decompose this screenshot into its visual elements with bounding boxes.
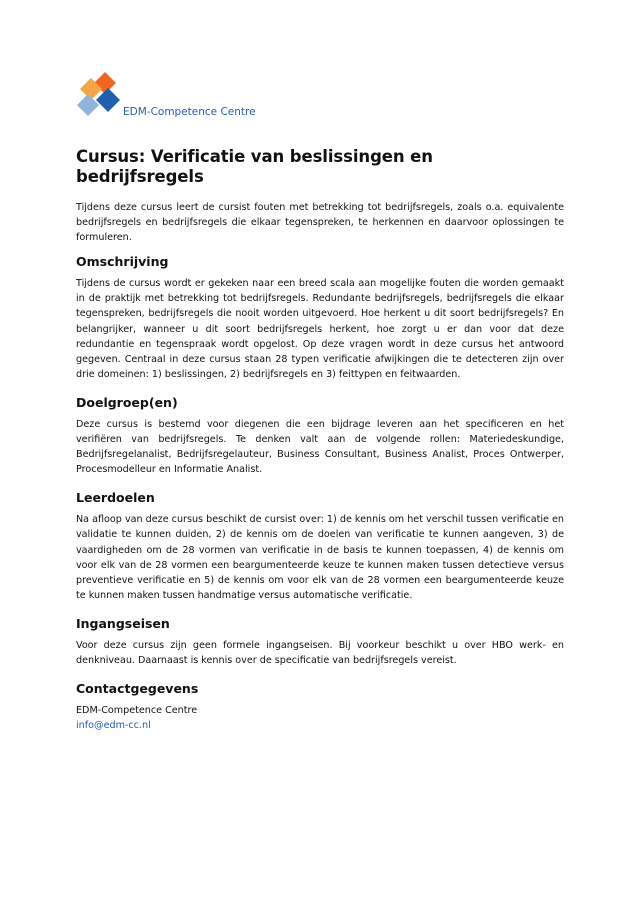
heading-contactgegevens: Contactgegevens [76, 681, 199, 697]
page-title: Cursus: Verificatie van beslissingen en bedrijfsregels [76, 147, 433, 186]
logo-diamond-blue [96, 88, 120, 112]
heading-ingangseisen: Ingangseisen [76, 615, 170, 631]
paragraph-leerdoelen: Na afloop van deze cursus beschikt de cursist over: 1) de kennis om het verschil tussen verificatie en validatie te kunnen duiden, 2) de kennis om de doelen van verificatie te kunnen aangeven, 3) de vaardigheden om de 28 vormen van verificatie in de basis te kunnen toepassen, 4) de kennis om voor elk van de 28 vormen een beargumenteerde keuze te kunnen maken tussen detectieve versus preventieve verificatie en 5) de kennis om voor elk van de 28 vormen een beargumenteerde keuze te kunnen maken tussen handmatige versus automatische verificatie. [76, 514, 564, 601]
heading-doelgroep: Doelgroep(en) [76, 394, 178, 410]
document-content [76, 147, 564, 733]
heading-leerdoelen: Leerdoelen [76, 490, 155, 506]
contact-email-link[interactable]: info@edm-cc.nl [76, 720, 151, 732]
contact-block [76, 703, 564, 733]
logo-diamonds-icon [74, 72, 124, 120]
paragraph-ingangseisen: Voor deze cursus zijn geen formele ingangseisen. Bij voorkeur beschikt u over HBO werk- en denkniveau. Daarnaast is kennis over de specificatie van bedrijfsregels vereist. [76, 639, 564, 666]
logo-diamond-light-blue [77, 94, 99, 116]
paragraph-omschrijving: Tijdens de cursus wordt er gekeken naar een breed scala aan mogelijke fouten die worden gemaakt in de praktijk met betrekking tot bedrijfsregels. Redundante bedrijfsregels, bedrijfsregels die elkaar tegenspreken, bedrijfsregels die nooit worden uitgevoerd. Hoe herkent u dit soort bedrijfsregels? En belangrijker, wanneer u dit soort bedrijfsregels herkent, hoe zorgt u er dan voor dat deze redundantie en tegenspraak wordt opgelost. Op deze vragen wordt in deze cursus het antwoord gegeven. Centraal in deze cursus staan 28 typen verificatie afwijkingen die te detecteren zijn over drie domeinen: 1) beslissingen, 2) bedrijfsregels en 3) feittypen en feitwaarden. [76, 278, 564, 380]
heading-omschrijving: Omschrijving [76, 254, 169, 270]
contact-organization: EDM-Competence Centre [76, 705, 198, 717]
paragraph-doelgroep: Deze cursus is bestemd voor diegenen die een bijdrage leveren aan het specificeren en het verifiëren van bedrijfsregels. Te denken valt aan de volgende rollen: Materiedeskundige, Bedrijfsregelanalist, Bedrijfsregelauteur, Business Consultant, Business Analist, Proces Ontwerper, Procesmodelleur en Informatie Analist. [76, 418, 564, 476]
edm-logo [74, 72, 254, 122]
intro-paragraph: Tijdens deze cursus leert de cursist fouten met betrekking tot bedrijfsregels, zoals o.a. equivalente bedrijfsregels en bedrijfsregels die elkaar tegenspreken, te herkennen en daarvoor oplossingen te formuleren. [76, 202, 564, 244]
logo-text: EDM-Competence Centre [123, 106, 256, 118]
